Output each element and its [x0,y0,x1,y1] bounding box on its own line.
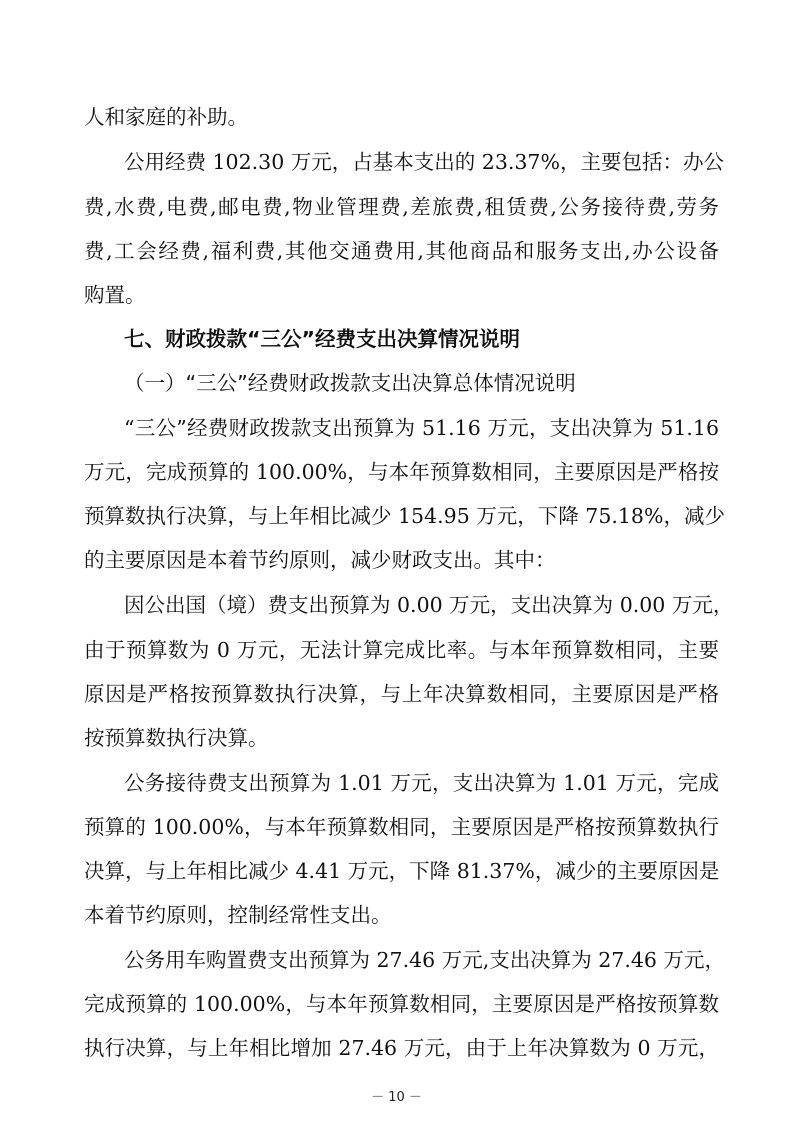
paragraph-line: 费,工会经费,福利费,其他交通费用,其他商品和服务支出,办公设备 [84,239,719,263]
paragraph-line: 预算的 100.00%，与本年预算数相同，主要原因是严格按预算数执行 [84,815,719,839]
paragraph-line: “三公”经费财政拨款支出预算为 51.16 万元，支出决算为 51.16 [124,416,719,440]
paragraph-line: 人和家庭的补助。 [84,105,248,129]
paragraph-line: 决算，与上年相比减少 4.41 万元，下降 81.37%，减少的主要原因是 [84,859,720,883]
page-number: － 10 － [371,1090,422,1105]
paragraph-line: 由于预算数为 0 万元，无法计算完成比率。与本年预算数相同，主要 [84,638,719,662]
paragraph-line: 完成预算的 100.00%，与本年预算数相同，主要原因是严格按预算数 [84,992,719,1016]
paragraph-line: 公务用车购置费支出预算为 27.46 万元,支出决算为 27.46 万元， [124,948,725,972]
paragraph-line: 购置。 [84,283,146,307]
paragraph-line: 执行决算，与上年相比增加 27.46 万元，由于上年决算数为 0 万元， [84,1036,719,1060]
subsection-heading: （一）“三公”经费财政拨款支出决算总体情况说明 [124,371,576,395]
paragraph-line: 公用经费 102.30 万元，占基本支出的 23.37%，主要包括：办公 [124,150,724,174]
paragraph-line: 按预算数执行决算。 [84,726,269,750]
paragraph-line: 万元，完成预算的 100.00%，与本年预算数相同，主要原因是严格按 [84,460,719,484]
paragraph-line: 的主要原因是本着节约原则，减少财政支出。其中： [84,548,556,572]
paragraph-line: 公务接待费支出预算为 1.01 万元，支出决算为 1.01 万元，完成 [124,771,719,795]
paragraph-line: 预算数执行决算，与上年相比减少 154.95 万元，下降 75.18%，减少 [84,504,725,528]
paragraph-line: 本着节约原则，控制经常性支出。 [84,903,392,927]
paragraph-line: 因公出国（境）费支出预算为 0.00 万元，支出决算为 0.00 万元， [124,593,734,617]
paragraph-line: 原因是严格按预算数执行决算，与上年决算数相同，主要原因是严格 [84,682,719,706]
section-heading: 七、财政拨款“三公”经费支出决算情况说明 [124,327,520,351]
paragraph-line: 费,水费,电费,邮电费,物业管理费,差旅费,租赁费,公务接待费,劳务 [84,195,719,219]
